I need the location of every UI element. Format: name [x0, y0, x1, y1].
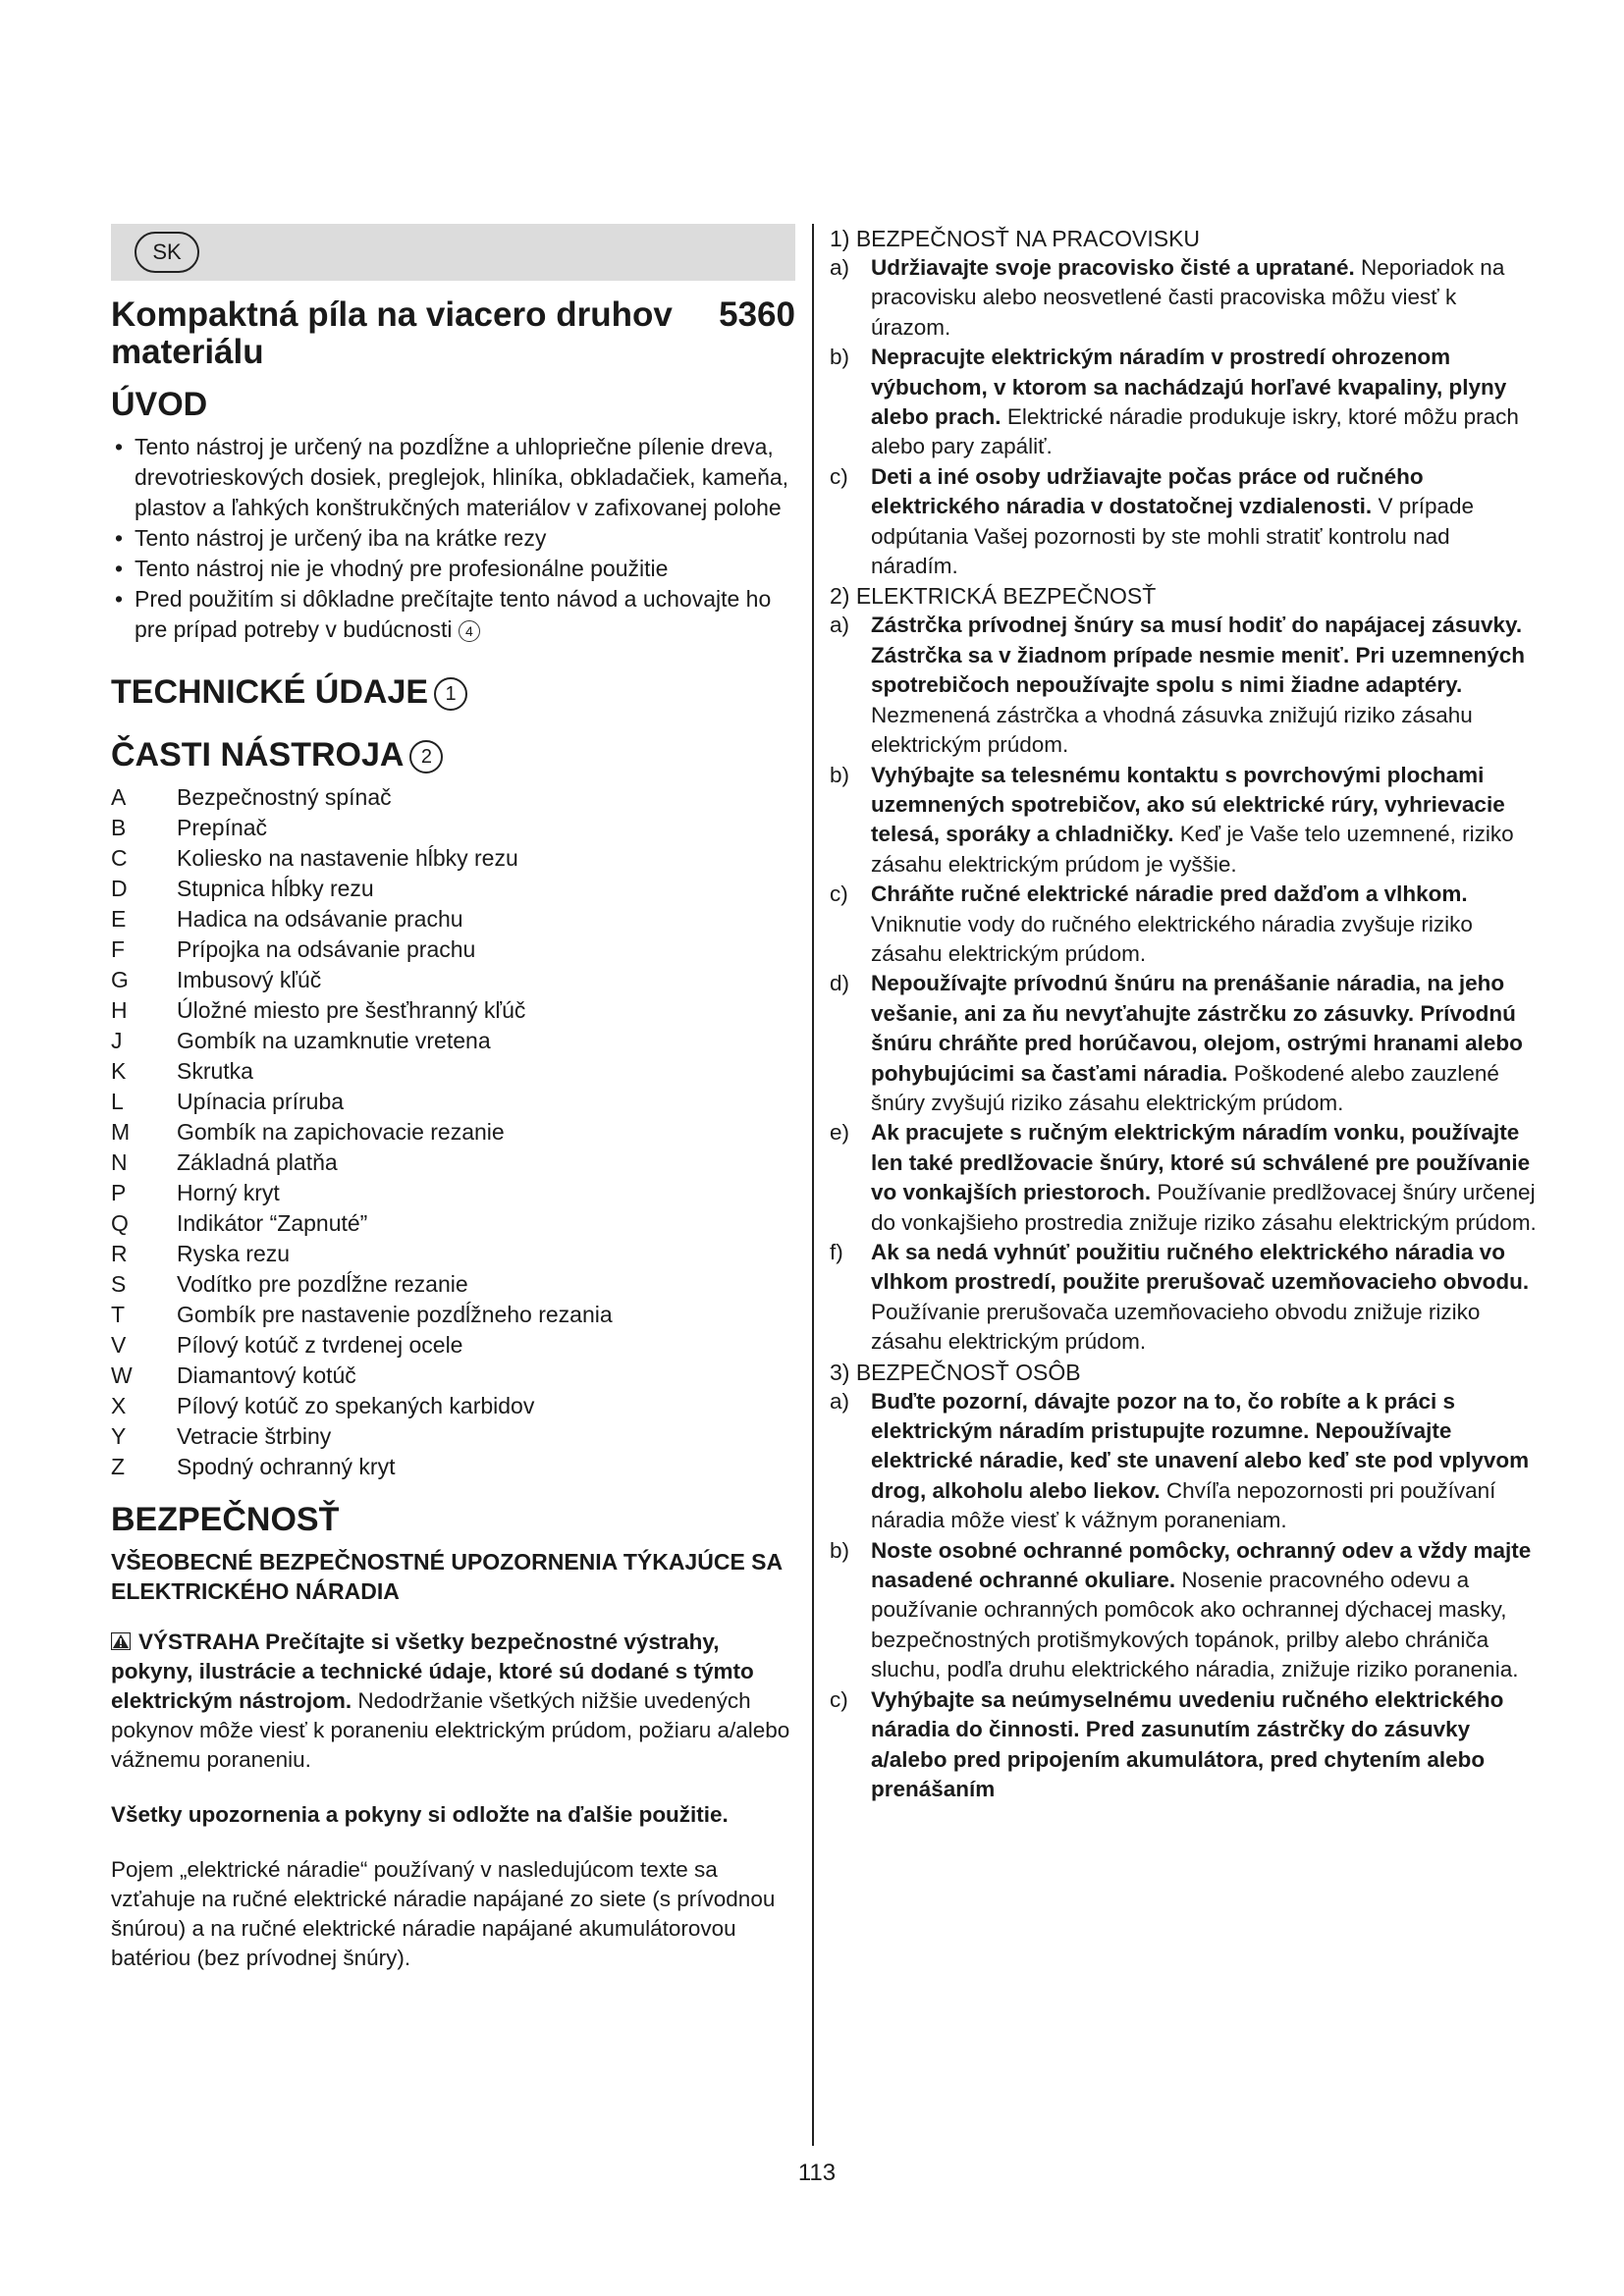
part-letter: X	[111, 1393, 127, 1418]
part-letter: V	[111, 1332, 127, 1358]
part-name: Pílový kotúč z tvrdenej ocele	[177, 1332, 463, 1358]
table-row	[111, 874, 613, 904]
item-instruction: Zástrčka prívodnej šnúry sa musí hodiť do napájacej zásuvky. Zástrčka sa v žiadnom prípade nesmie meniť. Pri uzemnených spotrebičoch nepoužívajte spolu s nimi žiadne adaptéry.	[871, 613, 1526, 698]
part-name: Gombík pre nastavenie pozdĺžneho rezania	[177, 1302, 613, 1327]
warning-paragraph: VÝSTRAHA Prečítajte si všetky bezpečnostné výstrahy, pokyny, ilustrácie a technické údaje, ktoré sú dodané s týmto elektrickým nástrojom. Nedodržanie všetkých nižšie uvedených pokynov môže viesť k poraneniu elektrickým prúdom, požiaru a/alebo vážnemu poraneniu.	[111, 1629, 790, 1772]
safety-heading: BEZPEČNOSŤ	[111, 1501, 340, 1538]
part-name: Pílový kotúč zo spekaných karbidov	[177, 1393, 535, 1418]
table-row	[111, 995, 613, 1026]
table-row	[111, 1239, 613, 1269]
table-row	[111, 1117, 613, 1148]
figure-ref: 4	[459, 620, 480, 642]
parts-list	[111, 782, 613, 1482]
part-letter: R	[111, 1241, 128, 1266]
item-explanation: Vniknutie vody do ručného elektrického náradia zvyšuje riziko zásahu elektrickým prúdom.	[871, 911, 1473, 966]
figure-ref: 2	[409, 740, 443, 774]
part-name: Indikátor “Zapnuté”	[177, 1210, 368, 1236]
part-letter: G	[111, 967, 129, 992]
part-letter: K	[111, 1058, 127, 1084]
tech-heading: TECHNICKÉ ÚDAJE 1	[111, 672, 795, 712]
part-letter: B	[111, 815, 127, 840]
item-explanation: V prípade odpútania Vašej pozornosti by ste mohli stratiť kontrolu nad náradím.	[871, 494, 1475, 579]
item-instruction: Ak pracujete s ručným elektrickým náradím vonku, používajte len také predlžovacie šnúry, ktoré sú schválené pre používanie vo vonkajších priestoroch.	[871, 1120, 1531, 1205]
part-name: Gombík na uzamknutie vretena	[177, 1028, 491, 1053]
section-heading: 1) BEZPEČNOSŤ NA PRACOVISKU	[830, 226, 1201, 251]
item-explanation: Poškodené alebo zauzlené šnúry zvyšujú riziko zásahu elektrickým prúdom.	[871, 1060, 1499, 1115]
part-name: Základná platňa	[177, 1149, 338, 1175]
part-letter: H	[111, 997, 128, 1023]
part-letter: L	[111, 1089, 124, 1114]
item-instruction: Vyhýbajte sa neúmyselnému uvedeniu ručného elektrického náradia do činnosti. Pred zasunutím zástrčky do zásuvky a/alebo pred pripojením akumulátora, pred chytením alebo prenášaním	[871, 1686, 1504, 1801]
part-name: Stupnica hĺbky rezu	[177, 876, 374, 901]
list-item	[830, 462, 1539, 582]
part-name: Imbusový kľúč	[177, 967, 322, 992]
item-instruction: Nepracujte elektrickým náradím v prostredí ohrozenom výbuchom, v ktorom sa nachádzajú horľavé kvapaliny, plyny alebo prach.	[871, 345, 1507, 430]
keep-instructions: Všetky upozornenia a pokyny si odložte na ďalšie použitie.	[111, 1802, 729, 1827]
item-instruction: Nepoužívajte prívodnú šnúru na prenášanie náradia, na jeho vešanie, ani za ňu nevyťahujte zástrčku zo zásuvky. Prívodnú šnúru chráňte pred horúčavou, olejom, ostrými hranami alebo pohybujúcimi sa časťami náradia.	[871, 971, 1523, 1086]
list-item	[830, 1238, 1539, 1358]
table-row	[111, 1452, 613, 1482]
item-letter: b)	[830, 1537, 850, 1563]
language-bar	[111, 224, 795, 281]
part-letter: M	[111, 1119, 131, 1145]
item-letter: b)	[830, 762, 850, 787]
part-letter: Y	[111, 1423, 127, 1449]
list-item	[830, 1387, 1539, 1536]
safety-subheading: VŠEOBECNÉ BEZPEČNOSTNÉ UPOZORNENIA TÝKAJÚCE SA ELEKTRICKÉHO NÁRADIA	[111, 1549, 783, 1604]
part-name: Koliesko na nastavenie hĺbky rezu	[177, 845, 518, 871]
item-letter: b)	[830, 345, 850, 370]
item-instruction: Deti a iné osoby udržiavajte počas práce od ručného elektrického náradia v dostatočnej vzdialenosti.	[871, 463, 1424, 519]
part-name: Spodný ochranný kryt	[177, 1454, 396, 1479]
table-row	[111, 1178, 613, 1208]
part-letter: D	[111, 876, 128, 901]
part-letter: C	[111, 845, 128, 871]
item-letter: a)	[830, 1388, 850, 1414]
part-name: Úložné miesto pre šesťhranný kľúč	[177, 997, 526, 1023]
item-instruction: Chráňte ručné elektrické náradie pred dažďom a vlhkom.	[871, 881, 1468, 907]
list-item	[830, 969, 1539, 1118]
list-item: • Tento nástroj je určený iba na krátke rezy	[111, 523, 795, 554]
item-instruction: Noste osobné ochranné pomôcky, ochranný odev a vždy majte nasadené ochranné okuliare.	[871, 1537, 1532, 1593]
section-heading: 3) BEZPEČNOSŤ OSÔB	[830, 1359, 1081, 1385]
table-row	[111, 813, 613, 843]
list-item: • Tento nástroj je určený na pozdĺžne a uhlopriečne pílenie dreva, drevotrieskových dosiek, preglejok, hliníka, obkladačiek, kameňa, plastov a ľahkých konštrukčných materiálov v zafixovanej polohe	[111, 432, 795, 523]
list-item	[830, 1118, 1539, 1238]
part-letter: S	[111, 1271, 127, 1297]
part-name: Bezpečnostný spínač	[177, 784, 392, 810]
item-letter: c)	[830, 1686, 848, 1712]
model-number: 5360	[719, 295, 795, 334]
part-name: Gombík na zapichovacie rezanie	[177, 1119, 505, 1145]
part-name: Hadica na odsávanie prachu	[177, 906, 463, 932]
left-column	[111, 224, 795, 1973]
list-item	[830, 1685, 1539, 1805]
part-letter: T	[111, 1302, 126, 1327]
table-row	[111, 782, 613, 813]
language-badge: SK	[135, 232, 199, 273]
item-explanation: Elektrické náradie produkuje iskry, ktoré môžu prach alebo pary zapáliť.	[871, 404, 1519, 459]
part-letter: Z	[111, 1454, 126, 1479]
part-name: Skrutka	[177, 1058, 253, 1084]
part-name: Prepínač	[177, 815, 268, 840]
table-row	[111, 965, 613, 995]
item-letter: d)	[830, 971, 850, 996]
table-row	[111, 1056, 613, 1087]
part-letter: J	[111, 1028, 123, 1053]
part-letter: E	[111, 906, 127, 932]
right-column	[830, 224, 1539, 1804]
list-item	[830, 761, 1539, 881]
part-name: Ryska rezu	[177, 1241, 291, 1266]
item-letter: c)	[830, 463, 848, 489]
part-letter: F	[111, 936, 126, 962]
part-letter: P	[111, 1180, 127, 1205]
item-letter: e)	[830, 1120, 850, 1146]
list-item	[830, 1536, 1539, 1685]
item-explanation: Používanie predlžovacej šnúry určenej do vonkajšieho prostredia znižuje riziko zásahu elektrickým prúdom.	[871, 1180, 1537, 1235]
term-definition: Pojem „elektrické náradie“ používaný v nasledujúcom texte sa vzťahuje na ručné elektrické náradie napájané zo siete (s prívodnou šnúrou) a na ručné elektrické náradie napájané akumulátorovou batériou (bez prívodnej šnúry).	[111, 1857, 776, 1970]
page-title: Kompaktná píla na viacero druhov materiálu	[111, 295, 673, 371]
item-instruction: Vyhýbajte sa telesnému kontaktu s povrchovými plochami uzemnených spotrebičov, ako sú elektrické rúry, vyhrievacie telesá, sporáky a chladničky.	[871, 762, 1505, 847]
part-name: Vodítko pre pozdĺžne rezanie	[177, 1271, 468, 1297]
table-row	[111, 1421, 613, 1452]
part-letter: Q	[111, 1210, 129, 1236]
item-explanation: Chvíľa nepozornosti pri používaní náradia môže viesť k vážnym poraneniam.	[871, 1477, 1496, 1533]
warning-icon	[111, 1632, 131, 1650]
table-row	[111, 1148, 613, 1178]
item-explanation: Nosenie pracovného odevu a používanie ochranných pomôcok ako ochrannej dýchacej masky, bezpečnostných protišmykových topánok, prilby alebo chrániča sluchu, podľa druhu elektrického náradia, znižuje riziko poranenia.	[871, 1568, 1519, 1682]
list-item: • Tento nástroj nie je vhodný pre profesionálne použitie	[111, 554, 795, 584]
table-row	[111, 934, 613, 965]
part-letter: W	[111, 1362, 133, 1388]
list-item: • Pred použitím si dôkladne prečítajte tento návod a uchovajte ho pre prípad potreby v budúcnosti 4	[111, 584, 795, 645]
item-letter: c)	[830, 881, 848, 907]
table-row	[111, 1026, 613, 1056]
section-heading: 2) ELEKTRICKÁ BEZPEČNOSŤ	[830, 583, 1157, 610]
part-name: Vetracie štrbiny	[177, 1423, 332, 1449]
part-name: Upínacia príruba	[177, 1089, 345, 1114]
table-row	[111, 1087, 613, 1117]
table-row	[111, 1269, 613, 1300]
list-item	[830, 880, 1539, 969]
table-row	[111, 1208, 613, 1239]
part-letter: N	[111, 1149, 128, 1175]
table-row	[111, 1361, 613, 1391]
item-letter: a)	[830, 613, 850, 638]
item-instruction: Ak sa nedá vyhnúť použitiu ručného elektrického náradia vo vlhkom prostredí, použite prerušovač uzemňovacieho obvodu.	[871, 1240, 1530, 1295]
title-row	[111, 296, 795, 371]
table-row	[111, 1391, 613, 1421]
table-row	[111, 1330, 613, 1361]
item-explanation: Keď je Vaše telo uzemnené, riziko zásahu elektrickým prúdom je vyššie.	[871, 822, 1514, 877]
item-letter: a)	[830, 255, 850, 280]
item-instruction: Udržiavajte svoje pracovisko čisté a upratané.	[871, 255, 1355, 280]
part-name: Prípojka na odsávanie prachu	[177, 936, 476, 962]
item-letter: f)	[830, 1240, 843, 1264]
item-explanation: Používanie prerušovača uzemňovacieho obvodu znižuje riziko zásahu elektrickým prúdom.	[871, 1299, 1481, 1355]
intro-heading: ÚVOD	[111, 386, 208, 423]
intro-list	[111, 432, 795, 645]
item-explanation: Neporiadok na pracovisku alebo neosvetlené časti pracoviska môžu viesť k úrazom.	[871, 255, 1505, 340]
list-item	[830, 343, 1539, 462]
list-item	[830, 253, 1539, 343]
item-instruction: Buďte pozorní, dávajte pozor na to, čo robíte a k práci s elektrickým náradím pristupujte rozumne. Nepoužívajte elektrické náradie, keď ste unavení alebo keď ste pod vplyvom drog, alkoholu alebo liekov.	[871, 1388, 1530, 1503]
column-divider	[812, 224, 814, 2146]
part-name: Horný kryt	[177, 1180, 280, 1205]
table-row	[111, 904, 613, 934]
parts-heading: ČASTI NÁSTROJA 2	[111, 735, 795, 774]
table-row	[111, 1300, 613, 1330]
figure-ref: 1	[434, 677, 467, 711]
list-item	[830, 611, 1539, 760]
part-name: Diamantový kotúč	[177, 1362, 356, 1388]
item-explanation: Nezmenená zástrčka a vhodná zásuvka znižujú riziko zásahu elektrickým prúdom.	[871, 702, 1473, 758]
part-letter: A	[111, 784, 127, 810]
page-number: 113	[797, 2160, 837, 2186]
table-row	[111, 843, 613, 874]
